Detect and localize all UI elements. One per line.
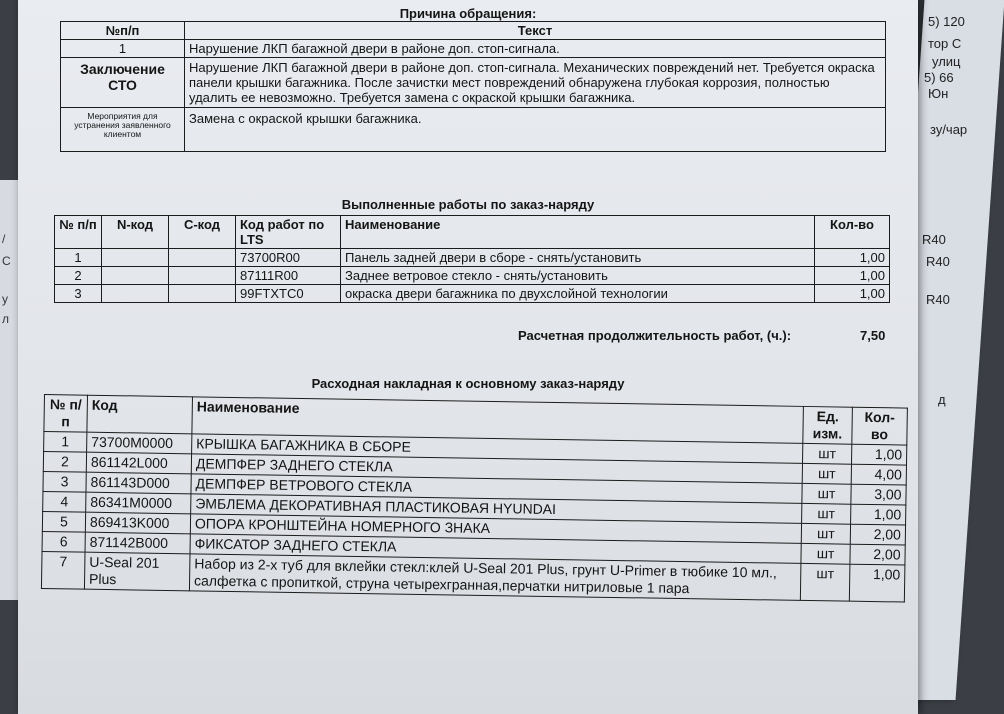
row-qty: 1,00 [851,444,906,465]
row-name: ФИКСАТОР ЗАДНЕГО СТЕКЛА [190,534,801,564]
row-name: ДЕМПФЕР ЗАДНЕГО СТЕКЛА [191,454,802,484]
row-code: 869413K000 [85,512,190,534]
row-code: U-Seal 201 Plus [84,552,190,591]
row-unit: шт [801,523,850,544]
table-row [61,108,886,152]
row-qty: 3,00 [851,484,906,505]
conclusion-label: Заключение СТО [61,58,185,108]
row-code: 86341M0000 [86,492,191,514]
bg-line: зу/чар [930,122,968,137]
table-row [55,267,890,285]
row-unit: шт [801,543,850,564]
row-qty: 1,00 [851,504,906,525]
bg-line: R40 [926,292,950,307]
row-num: 7 [41,551,85,589]
bg-line: / [2,232,6,246]
row-code: 861142L000 [86,452,191,474]
col-qty-header: Кол-во [815,216,890,249]
row-name: ЭМБЛЕМА ДЕКОРАТИВНАЯ ПЛАСТИКОВАЯ HYUNDAI [191,494,802,524]
row-qty: 1,00 [815,285,890,303]
row-unit: шт [802,503,851,524]
row-num: 6 [42,531,85,552]
table-row [55,285,890,303]
table-row [61,40,886,58]
col-lts-header: Код работ по LTS [236,216,341,249]
row-num: 1 [44,432,87,453]
bg-line: у [2,292,8,306]
row-unit: шт [800,563,850,601]
col-code-header: Код [87,395,193,434]
measures-text: Замена с окраской крышки багажника. [185,108,886,152]
row-name: ДЕМПФЕР ВЕТРОВОГО СТЕКЛА [191,474,802,504]
row-qty: 4,00 [851,464,906,485]
table-row [55,249,890,267]
bg-line: л [2,312,10,326]
reason-title: Причина обращения: [399,6,537,21]
row-ccode [169,285,236,303]
col-name-header: Наименование [341,216,815,249]
duration-value: 7,50 [860,328,886,343]
col-ncode-header: N-код [102,216,169,249]
row-num: 3 [55,285,102,303]
col-num-header: № п/п [44,395,88,433]
row-name: Набор из 2-х туб для вклейки стекл:клей U-Seal 201 Plus, грунт U-Primer в тюбике 10 мл., салфетка с пропиткой, струна четырехгранная,перчатки нитриловые 1 пара [189,554,801,601]
table-row [61,58,886,108]
row-unit: шт [802,463,851,484]
parts-title: Расходная накладная к основному заказ-наряду [311,376,625,391]
bg-line: Юн [928,86,949,101]
row-ncode [102,267,169,285]
document-sheet [18,0,918,714]
row-ncode [102,285,169,303]
row-ccode [169,249,236,267]
parts-table [41,394,908,603]
row-name: ОПОРА КРОНШТЕЙНА НОМЕРНОГО ЗНАКА [190,514,801,544]
row-num: 1 [61,40,185,58]
row-ccode [169,267,236,285]
row-lts: 73700R00 [236,249,341,267]
row-num: 4 [43,491,86,512]
row-num: 2 [55,267,102,285]
col-name-header: Наименование [192,397,804,444]
col-unit-header: Ед. изм. [803,406,853,444]
col-qty-header: Кол-во [852,407,908,445]
bg-line: R40 [922,232,946,247]
row-name: Панель задней двери в сборе - снять/установить [341,249,815,267]
row-num: 1 [55,249,102,267]
col-ccode-header: С-код [169,216,236,249]
works-table [54,215,890,303]
col-text-header: Текст [185,22,886,40]
row-qty: 1,00 [815,249,890,267]
col-num-header: № п/п [55,216,102,249]
row-code: 73700M0000 [87,432,192,454]
reason-table [60,21,886,152]
row-code: 871142B000 [85,532,190,554]
row-lts: 99FTXTC0 [236,285,341,303]
row-num: 2 [43,452,86,473]
row-ncode [102,249,169,267]
conclusion-text: Нарушение ЛКП багажной двери в районе доп. стоп-сигнала. Механических повреждений нет. Требуется окраска панели крышки багажника. После зачистки мест повреждений обнаружена глубокая коррозия, полностью удалить ее невозможно. Требуется замена с окраской крышки багажника. [185,58,886,108]
row-name: КРЫШКА БАГАЖНИКА В СБОРЕ [192,434,803,464]
row-unit: шт [803,443,852,464]
row-qty: 1,00 [815,267,890,285]
bg-line: 5) 66 [924,70,954,85]
measures-label: Мероприятия для устранения заявленного клиентом [61,108,185,152]
table-header-row [61,22,886,40]
row-lts: 87111R00 [236,267,341,285]
col-num-header: №п/п [61,22,185,40]
bg-line: улиц [932,54,961,69]
row-num: 5 [42,511,85,532]
row-unit: шт [802,483,851,504]
duration-label: Расчетная продолжительность работ, (ч.): [518,328,792,343]
bg-line: С [2,254,11,268]
table-header-row [55,216,890,249]
row-name: Заднее ветровое стекло - снять/установить [341,267,815,285]
row-code: 861143D000 [86,472,191,494]
bg-line: 5) 120 [928,14,965,29]
row-qty: 1,00 [849,564,905,602]
bg-line: д [938,392,946,407]
row-num: 3 [43,471,86,492]
row-qty: 2,00 [850,544,905,565]
row-text: Нарушение ЛКП багажной двери в районе доп. стоп-сигнала. [185,40,886,58]
bg-line: тор С [928,36,962,51]
works-title: Выполненные работы по заказ-наряду [341,197,595,212]
row-name: окраска двери багажника по двухслойной технологии [341,285,815,303]
row-qty: 2,00 [850,524,905,545]
bg-line: R40 [926,254,950,269]
